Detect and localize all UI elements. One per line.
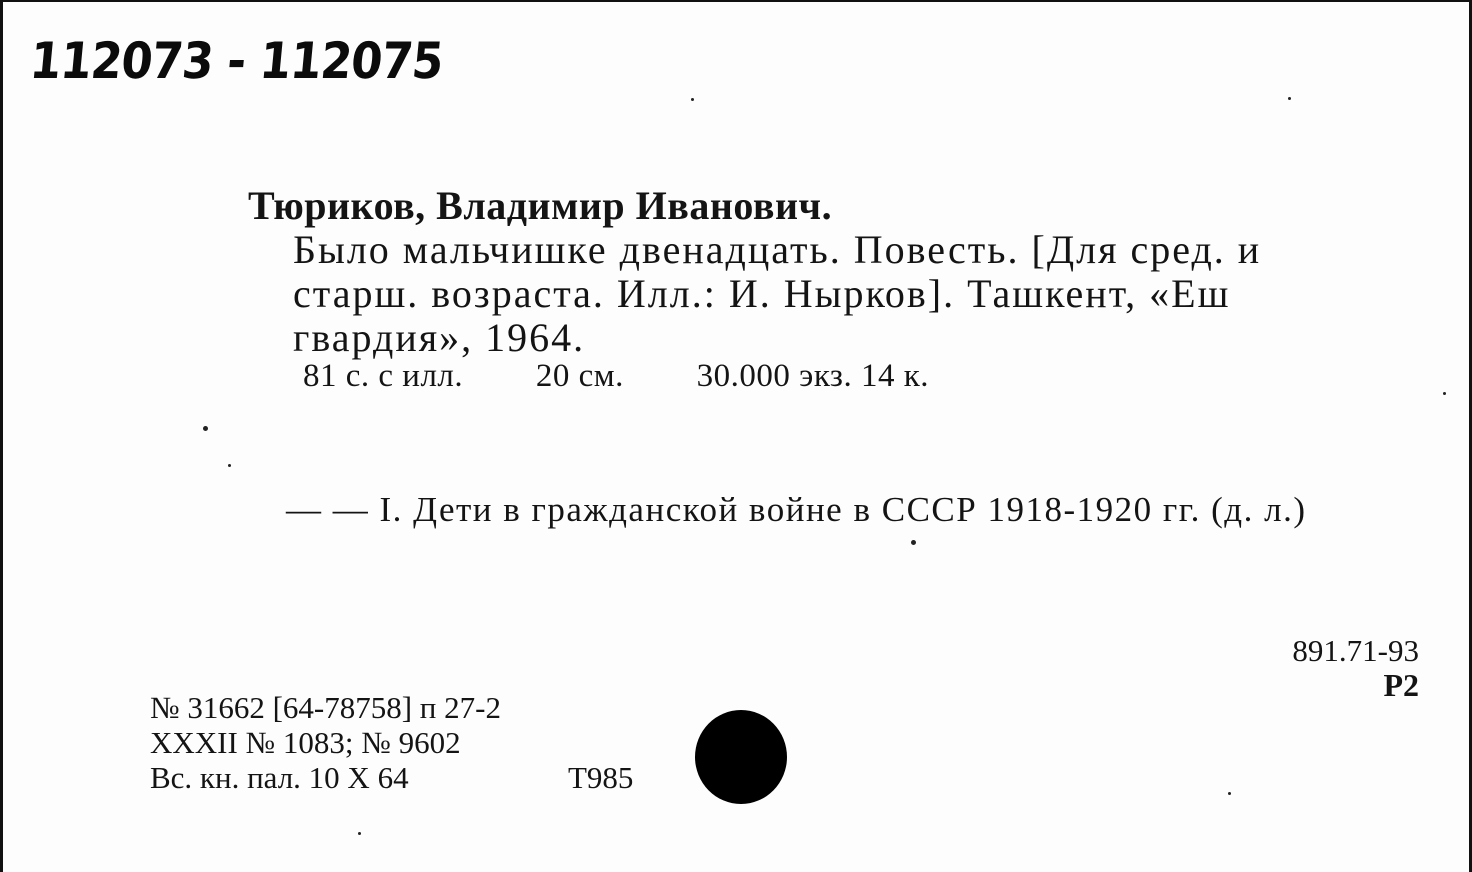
title-description — [248, 228, 1423, 360]
description-line-1: Было мальчишке двенадцать. Повесть. [Для сред. и — [293, 227, 1262, 272]
record-line-2: XXXII № 1083; № 9602 — [150, 725, 461, 760]
scan-speck — [911, 540, 916, 545]
subject-heading: — — I. Дети в гражданской войне в СССР 1918-1920 гг. (д. л.) — [286, 490, 1307, 529]
bibliographic-entry — [248, 184, 1428, 360]
author-heading: Тюриков, Владимир Иванович. — [248, 183, 833, 228]
record-line-1: № 31662 [64-78758] п 27-2 — [150, 690, 501, 725]
scan-speck — [358, 832, 361, 835]
scan-speck — [1288, 97, 1291, 100]
scan-speck — [691, 98, 694, 101]
author-mark: Р2 — [1383, 667, 1419, 703]
punch-hole — [695, 710, 787, 804]
record-line-3: Вс. кн. пал. 10 X 64 — [150, 760, 409, 795]
page-count: 81 с. с илл. — [303, 358, 464, 394]
classification-code: 891.71-93 — [1292, 633, 1419, 668]
physical-description — [303, 358, 993, 395]
description-line-3: гвардия», 1964. — [293, 315, 586, 360]
handwritten-inventory-number: 112073 - 112075 — [27, 32, 446, 90]
scan-speck — [228, 464, 231, 467]
print-code: Т985 — [568, 760, 634, 795]
scan-speck — [1228, 792, 1231, 795]
record-info — [150, 690, 501, 795]
description-line-2: старш. возраста. Илл.: И. Нырков]. Ташкент, «Еш — [293, 271, 1231, 316]
book-size: 20 см. — [535, 358, 624, 394]
classification-block — [1292, 634, 1419, 702]
scan-speck — [1443, 392, 1446, 395]
scan-speck — [203, 426, 208, 431]
print-run-price: 30.000 экз. 14 к. — [696, 358, 930, 394]
